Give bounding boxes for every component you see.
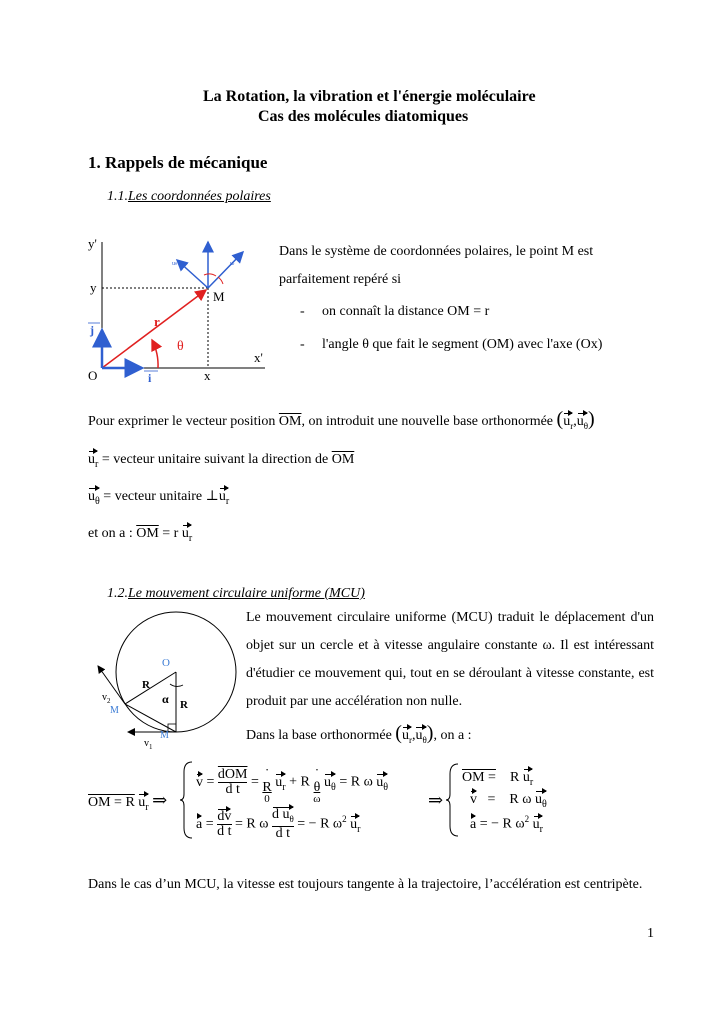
label-y: y [90,280,97,295]
small-angle-arc [204,274,216,276]
polar-diagram [80,230,280,390]
bullet-2-dash: - [300,337,305,352]
label-y-prime: y' [88,236,97,251]
label-x-prime: x' [254,350,263,365]
velocity-equation: v = $\overline{dOM}$ d t = ˙ R 0 $u_r + R$ ˙ θ ω $u_\theta = R$ ω $u_\theta$ [196,767,389,805]
label-m: M [213,289,225,304]
result-a: a = − R $\omega^2$ $u_r$ [470,814,543,835]
utheta-vector [177,260,208,288]
label-o-mcu: O [162,657,170,669]
title-line-1: La Rotation, la vibration et l'énergie moléculaire [203,88,536,105]
om-vector-text: $\overline{OM}$ [278,414,302,429]
ur-vector [208,252,243,288]
label-theta: θ [177,339,184,354]
result-v: v = R ω $u_\theta$ [470,792,547,810]
position-sentence: Pour exprimer le vecteur position $\overline{OM}$, on introduit une nouvelle base orthonormée $(u_r,u_\theta)$ [88,408,595,431]
label-r2: R [180,699,188,711]
utheta-definition: $u_\theta$ = vecteur unitaire $\perp u_r$ [88,489,230,507]
label-v2: $v_2$ [102,692,111,705]
section-heading: 1. Rappels de mécanique [88,153,268,172]
label-r1: R [142,679,150,691]
subsection-1-1: 1.1.Les coordonnées polaires [107,189,271,204]
label-v1: $v_1$ [144,738,153,750]
small-angle-arc-2 [218,277,223,284]
theta-arc [152,340,158,368]
implies-right: ⇒ [428,790,444,810]
open-paren: ( [556,408,564,430]
label-i: i [148,371,152,385]
om-equation: et on a : $\overline{OM} = r$ $u_r$ [88,526,193,544]
right-brace [446,762,460,838]
bullet-2: l'angle θ que fait le segment (OM) avec l'axe (Ox) [322,337,603,352]
bullet-1: on connaît la distance OM = r [322,304,490,319]
om-eq-left: OM = R $u_r$ ⇒ [88,790,168,813]
base-sentence: Dans la base orthonormée $(u_r,u_\theta)$, on a : [246,722,472,745]
label-m2: M [110,705,119,716]
label-ur-small: ur [230,261,235,267]
subsection-1-2: 1.2.Le mouvement circulaire uniforme (MCU) [107,586,365,601]
label-x: x [204,368,211,383]
polar-text-line-1: Dans le système de coordonnées polaires, le point M est [279,244,594,259]
acceleration-equation: a = $\frac{dv}{\text{d t}}$ = R ω $\frac{d u_\theta}{\text{d t}}$ = − R $\omega^2$ $u_r$ [196,807,361,841]
label-utheta-small: uθ [172,261,177,267]
page-number: 1 [647,926,654,941]
close-paren: ) [588,408,595,430]
left-brace [180,760,194,840]
ur-definition: $u_r$ = vecteur unitaire suivant la direction de $\overline{OM}$ [88,452,355,470]
mcu-paragraph: Le mouvement circulaire uniforme (MCU) traduit le déplacement d'un objet sur un cercle et à vitesse angulaire constante ω. Il est intéressant d'étudier ce mouvement qui, tout en se déroulant à vitesse constante, est produit par une accélération non nulle. [246,610,654,709]
label-alpha: α [162,692,169,706]
conclusion-paragraph: Dans le cas d’un MCU, la vitesse est toujours tangente à la trajectoire, l’accélération est centripète. [88,877,643,892]
bullet-1-dash: - [300,304,305,319]
label-m1: M [160,730,169,741]
label-r: r [154,314,160,329]
result-om: OM = R $u_r$ [462,770,534,788]
polar-text-line-2: parfaitement repéré si [279,272,402,287]
om-vector [102,290,206,368]
title-line-2: Cas des molécules diatomiques [258,108,469,125]
mcu-diagram [90,610,250,750]
label-j: j [90,323,94,337]
label-o: O [88,368,98,383]
